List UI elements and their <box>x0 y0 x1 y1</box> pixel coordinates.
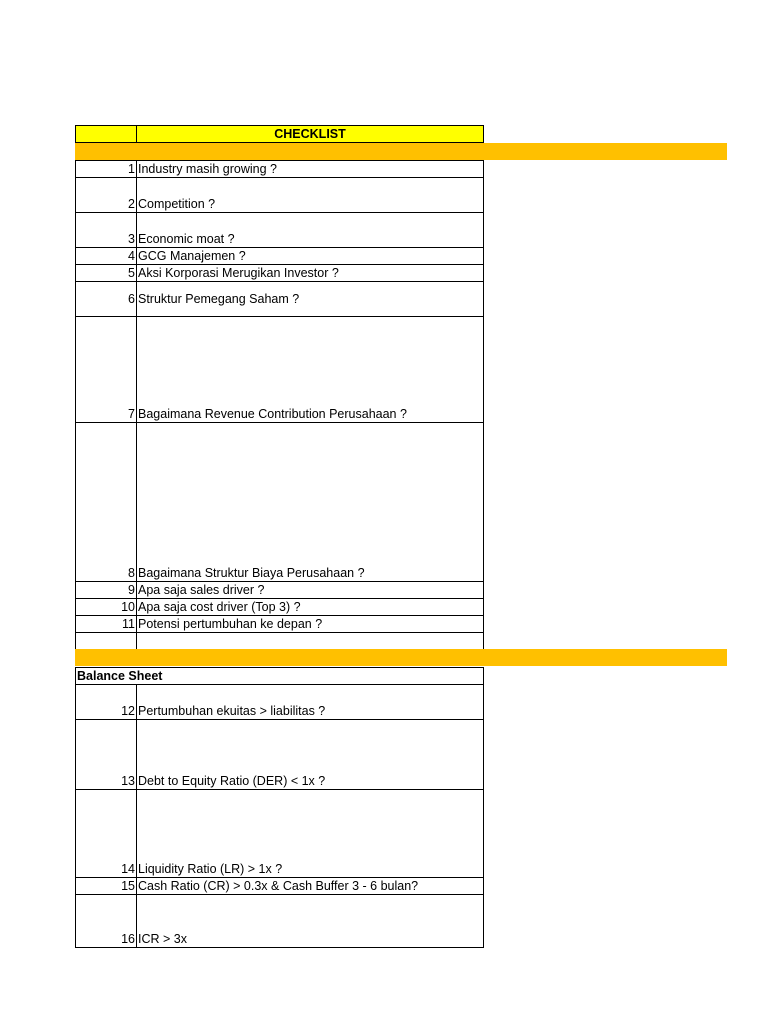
header-number-cell[interactable] <box>75 125 137 143</box>
item-number[interactable]: 5 <box>75 264 137 282</box>
item-text[interactable]: Industry masih growing ? <box>136 160 484 178</box>
item-number[interactable]: 3 <box>75 212 137 248</box>
item-number[interactable]: 6 <box>75 281 137 317</box>
section-band-top <box>75 143 727 160</box>
item-text[interactable]: Competition ? <box>136 177 484 213</box>
item-text[interactable]: Debt to Equity Ratio (DER) < 1x ? <box>136 719 484 790</box>
item-text[interactable]: Aksi Korporasi Merugikan Investor ? <box>136 264 484 282</box>
item-number[interactable]: 13 <box>75 719 137 790</box>
empty-number-cell[interactable] <box>75 632 137 650</box>
item-text[interactable]: Economic moat ? <box>136 212 484 248</box>
item-text[interactable]: Potensi pertumbuhan ke depan ? <box>136 615 484 633</box>
item-text[interactable]: GCG Manajemen ? <box>136 247 484 265</box>
item-number[interactable]: 8 <box>75 422 137 582</box>
item-number[interactable]: 9 <box>75 581 137 599</box>
item-text[interactable]: Struktur Pemegang Saham ? <box>136 281 484 317</box>
empty-text-cell[interactable] <box>136 632 484 650</box>
item-number[interactable]: 11 <box>75 615 137 633</box>
item-number[interactable]: 15 <box>75 877 137 895</box>
item-text[interactable]: Liquidity Ratio (LR) > 1x ? <box>136 789 484 878</box>
item-number[interactable]: 10 <box>75 598 137 616</box>
checklist-title[interactable]: CHECKLIST <box>136 125 484 143</box>
item-number[interactable]: 2 <box>75 177 137 213</box>
item-text[interactable]: Apa saja sales driver ? <box>136 581 484 599</box>
item-text[interactable]: Bagaimana Struktur Biaya Perusahaan ? <box>136 422 484 582</box>
item-number[interactable]: 12 <box>75 684 137 720</box>
item-text[interactable]: Pertumbuhan ekuitas > liabilitas ? <box>136 684 484 720</box>
item-number[interactable]: 16 <box>75 894 137 948</box>
item-number[interactable]: 14 <box>75 789 137 878</box>
item-number[interactable]: 4 <box>75 247 137 265</box>
item-number[interactable]: 1 <box>75 160 137 178</box>
item-number[interactable]: 7 <box>75 316 137 423</box>
section-band-middle <box>75 649 727 666</box>
item-text[interactable]: Cash Ratio (CR) > 0.3x & Cash Buffer 3 - 6 bulan? <box>136 877 484 895</box>
item-text[interactable]: Apa saja cost driver (Top 3) ? <box>136 598 484 616</box>
item-text[interactable]: Bagaimana Revenue Contribution Perusahaan ? <box>136 316 484 423</box>
item-text[interactable]: ICR > 3x <box>136 894 484 948</box>
balance-sheet-heading[interactable]: Balance Sheet <box>75 667 484 685</box>
